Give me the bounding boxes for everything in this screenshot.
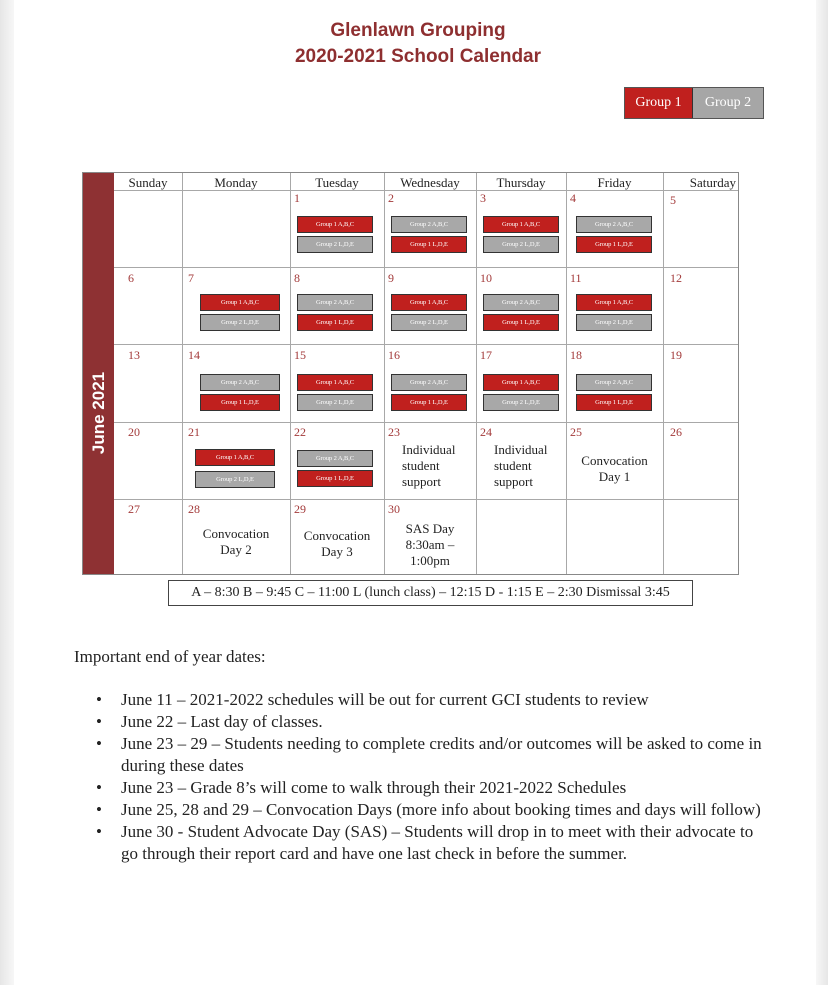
important-dates-heading: Important end of year dates:: [74, 647, 266, 666]
group-chip: Group 2 A,B,C: [297, 450, 373, 467]
group-chip: Group 2 A,B,C: [483, 294, 559, 311]
date-label: 17: [480, 348, 492, 362]
page-edge-left: [0, 0, 14, 985]
note-line: Day 1: [598, 469, 631, 484]
date-label: 16: [388, 348, 400, 362]
date-label: 25: [570, 425, 582, 439]
group-chip: Group 1 A,B,C: [483, 216, 559, 233]
calendar-title: 2020-2021 School Calendar: [294, 46, 542, 67]
note-convocation-day-1: [566, 453, 663, 485]
date-label: 4: [570, 191, 576, 205]
date-label: 8: [294, 271, 300, 285]
group-chip: Group 1 A,B,C: [576, 294, 652, 311]
grid-line: [114, 422, 738, 423]
group-chip: Group 1 L,D,E: [576, 236, 652, 253]
list-item: • June 30 - Student Advocate Day (SAS) – Students will drop in to meet with their advocate to go through their report card and have one last check in before the summer.: [88, 821, 768, 865]
page-edge-right: [816, 0, 828, 985]
date-label: 13: [128, 348, 140, 362]
date-label: 2: [388, 191, 394, 205]
group-chip: Group 1 L,D,E: [297, 314, 373, 331]
date-label: 20: [128, 425, 140, 439]
group-chip: Group 2 L,D,E: [297, 236, 373, 253]
group-chip: Group 2 L,D,E: [483, 394, 559, 411]
list-item: • June 22 – Last day of classes.: [88, 711, 768, 733]
date-label: 29: [294, 502, 306, 516]
date-label: 10: [480, 271, 492, 285]
dow-tuesday: Tuesday: [315, 175, 359, 190]
calendar-grid: [114, 173, 738, 574]
date-label: 9: [388, 271, 394, 285]
list-item: • June 25, 28 and 29 – Convocation Days (more info about booking times and days will follow): [88, 799, 768, 821]
date-label: 6: [128, 271, 134, 285]
group-chip: Group 2 L,D,E: [483, 236, 559, 253]
grid-line: [114, 344, 738, 345]
note-sas-day: [384, 521, 476, 569]
note-line: Day 2: [220, 542, 252, 557]
group-chip: Group 2 L,D,E: [297, 394, 373, 411]
month-label: June 2021: [89, 371, 108, 455]
date-label: 19: [670, 348, 682, 362]
note-line: student: [402, 458, 440, 473]
dow-sunday: Sunday: [128, 175, 168, 190]
note-line: Convocation: [581, 453, 648, 468]
note-individual-support: [494, 442, 547, 490]
group-chip: Group 1 A,B,C: [200, 294, 280, 311]
date-label: 23: [388, 425, 400, 439]
group-chip: Group 2 A,B,C: [576, 216, 652, 233]
legend-group-2: Group 2: [693, 88, 763, 118]
group-chip: Group 2 L,D,E: [200, 314, 280, 331]
date-label: 3: [480, 191, 486, 205]
group-chip: Group 1 A,B,C: [391, 294, 467, 311]
note-line: student: [494, 458, 532, 473]
date-label: 14: [188, 348, 200, 362]
group-chip: Group 1 A,B,C: [483, 374, 559, 391]
note-line: Convocation: [202, 526, 270, 541]
group-chip: Group 2 L,D,E: [195, 471, 275, 488]
group-chip: Group 2 A,B,C: [297, 294, 373, 311]
note-line: Day 3: [321, 544, 353, 559]
date-label: 21: [188, 425, 200, 439]
grid-line: [476, 173, 477, 574]
note-line: Individual: [402, 442, 456, 457]
note-line: support: [494, 474, 533, 489]
dow-thursday: Thursday: [496, 175, 546, 190]
bell-schedule: A – 8:30 B – 9:45 C – 11:00 L (lunch class) – 12:15 D - 1:15 E – 2:30 Dismissal 3:45: [168, 580, 693, 606]
group-legend: [624, 87, 764, 119]
grid-line: [114, 267, 738, 268]
note-convocation-day-3: [290, 528, 384, 560]
grid-line: [114, 499, 738, 500]
group-chip: Group 2 A,B,C: [391, 374, 467, 391]
date-label: 12: [670, 271, 682, 285]
group-chip: Group 2 A,B,C: [391, 216, 467, 233]
group-chip: Group 2 A,B,C: [576, 374, 652, 391]
grid-line: [663, 173, 664, 574]
date-label: 30: [388, 502, 400, 516]
note-line: 1:00pm: [410, 553, 450, 568]
group-chip: Group 1 L,D,E: [576, 394, 652, 411]
group-chip: Group 1 A,B,C: [297, 374, 373, 391]
month-bar: [83, 173, 114, 574]
grid-line: [384, 173, 385, 574]
date-label: 11: [570, 271, 582, 285]
date-label: 1: [294, 191, 300, 205]
list-item: • June 23 – 29 – Students needing to complete credits and/or outcomes will be asked to come in during these dates: [88, 733, 768, 777]
date-label: 15: [294, 348, 306, 362]
date-label: 18: [570, 348, 582, 362]
group-chip: Group 1 L,D,E: [391, 236, 467, 253]
legend-group-1: Group 1: [625, 88, 693, 118]
group-chip: Group 2 A,B,C: [200, 374, 280, 391]
group-chip: Group 1 L,D,E: [297, 470, 373, 487]
date-label: 7: [188, 271, 194, 285]
group-chip: Group 1 A,B,C: [297, 216, 373, 233]
grid-line: [566, 173, 567, 574]
dow-monday: Monday: [214, 175, 258, 190]
note-line: Individual: [494, 442, 548, 457]
list-item: • June 23 – Grade 8’s will come to walk through their 2021-2022 Schedules: [88, 777, 768, 799]
note-convocation-day-2: [182, 526, 290, 558]
grid-line: [290, 173, 291, 574]
group-chip: Group 1 L,D,E: [200, 394, 280, 411]
note-line: support: [402, 474, 441, 489]
group-chip: Group 2 L,D,E: [391, 314, 467, 331]
date-label: 28: [188, 502, 200, 516]
dow-wednesday: Wednesday: [400, 175, 460, 190]
note-line: SAS Day: [405, 521, 455, 536]
group-chip: Group 1 L,D,E: [483, 314, 559, 331]
date-label: 26: [670, 425, 682, 439]
group-chip: Group 2 L,D,E: [576, 314, 652, 331]
important-dates-list: [88, 689, 768, 865]
group-chip: Group 1 A,B,C: [195, 449, 275, 466]
date-label: 24: [480, 425, 492, 439]
school-name: Glenlawn Grouping: [330, 20, 506, 41]
note-line: 8:30am –: [405, 537, 455, 552]
grid-line: [182, 173, 183, 574]
note-individual-support: [402, 442, 455, 490]
dow-friday: Friday: [597, 175, 632, 190]
date-label: 27: [128, 502, 140, 516]
note-line: Convocation: [303, 528, 371, 543]
june-calendar: [82, 172, 739, 575]
list-item: • June 11 – 2021-2022 schedules will be out for current GCI students to review: [88, 689, 768, 711]
group-chip: Group 1 L,D,E: [391, 394, 467, 411]
date-label: 5: [670, 193, 676, 207]
date-label: 22: [294, 425, 306, 439]
dow-saturday: Saturday: [689, 175, 736, 190]
